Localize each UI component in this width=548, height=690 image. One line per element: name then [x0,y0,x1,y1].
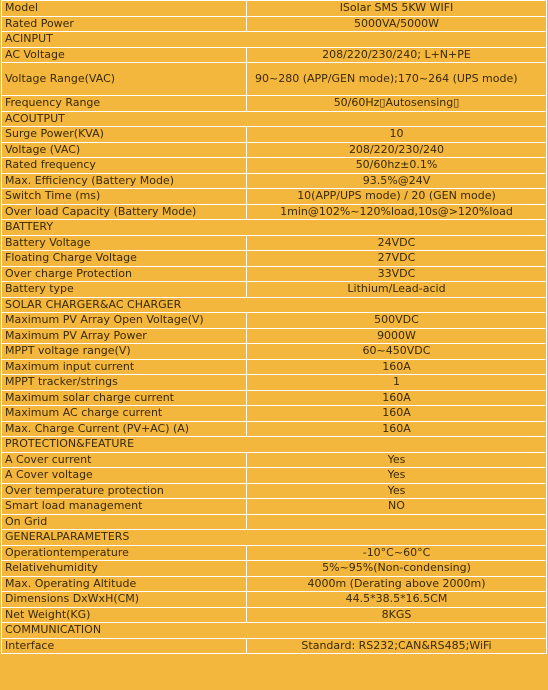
spec-value: 160A [247,359,547,375]
spec-label: A Cover current [2,452,247,468]
spec-label: A Cover voltage [2,468,247,484]
spec-label: MPPT tracker/strings [2,375,247,391]
spec-value: 208/220/230/240 [247,142,547,158]
spec-value: 160A [247,406,547,422]
spec-value: 60~450VDC [247,344,547,360]
spec-row [2,173,547,189]
spec-value: 24VDC [247,235,547,251]
spec-value: 160A [247,390,547,406]
section-title: ACINPUT [2,32,547,48]
spec-label: Max. Operating Altitude [2,576,247,592]
spec-value: 9000W [247,328,547,344]
spec-row [2,127,547,143]
spec-value: Standard: RS232;CAN&RS485;WiFi [247,638,547,654]
spec-label: Model [2,1,247,17]
spec-label: On Grid [2,514,247,530]
spec-value: 8KGS [247,607,547,623]
spec-row [2,483,547,499]
spec-label: Max. Efficiency (Battery Mode) [2,173,247,189]
spec-value: Yes [247,468,547,484]
spec-value: 44.5*38.5*16.5CM [247,592,547,608]
section-title: COMMUNICATION [2,623,547,639]
spec-row [2,607,547,623]
section-header-row [2,220,547,236]
spec-value: 5000VA/5000W [247,16,547,32]
section-title: ACOUTPUT [2,111,547,127]
spec-row [2,576,547,592]
spec-label: Maximum input current [2,359,247,375]
spec-label: Floating Charge Voltage [2,251,247,267]
spec-label: Over charge Protection [2,266,247,282]
spec-table-body [2,1,547,654]
spec-label: MPPT voltage range(V) [2,344,247,360]
spec-row [2,1,547,17]
spec-value: 90~280 (APP/GEN mode);170~264 (UPS mode) [247,63,547,96]
spec-row [2,16,547,32]
spec-row [2,499,547,515]
spec-label: Maximum AC charge current [2,406,247,422]
spec-value [247,514,547,530]
spec-label: Maximum PV Array Power [2,328,247,344]
spec-value: Yes [247,452,547,468]
section-header-row [2,32,547,48]
spec-row [2,561,547,577]
section-title: SOLAR CHARGER&AC CHARGER [2,297,547,313]
spec-row [2,266,547,282]
section-header-row [2,297,547,313]
spec-row [2,592,547,608]
spec-value: 27VDC [247,251,547,267]
section-title: PROTECTION&FEATURE [2,437,547,453]
spec-row [2,96,547,112]
spec-value: 10 [247,127,547,143]
spec-row [2,638,547,654]
spec-value: 500VDC [247,313,547,329]
spec-row [2,204,547,220]
spec-value: 93.5%@24V [247,173,547,189]
spec-row [2,375,547,391]
spec-row [2,344,547,360]
section-title: BATTERY [2,220,547,236]
spec-value: 10(APP/UPS mode) / 20 (GEN mode) [247,189,547,205]
spec-label: Dimensions DxWxH(CM) [2,592,247,608]
spec-value: 208/220/230/240; L+N+PE [247,47,547,63]
spec-label: Maximum PV Array Open Voltage(V) [2,313,247,329]
spec-label: Max. Charge Current (PV+AC) (A) [2,421,247,437]
spec-value: 50/60Hz▯Autosensing▯ [247,96,547,112]
spec-value: Yes [247,483,547,499]
spec-row [2,282,547,298]
spec-row [2,313,547,329]
spec-value: 160A [247,421,547,437]
spec-value: 1min@102%~120%load,10s@>120%load [247,204,547,220]
spec-row [2,390,547,406]
spec-row [2,406,547,422]
spec-label: AC Voltage [2,47,247,63]
spec-row [2,251,547,267]
spec-row [2,63,547,96]
spec-table [1,0,547,654]
spec-value: -10°C~60°C [247,545,547,561]
spec-label: Rated frequency [2,158,247,174]
section-header-row [2,530,547,546]
spec-label: Frequency Range [2,96,247,112]
spec-label: Over temperature protection [2,483,247,499]
spec-value: 1 [247,375,547,391]
spec-value: ISolar SMS 5KW WIFI [247,1,547,17]
spec-row [2,421,547,437]
spec-label: Over load Capacity (Battery Mode) [2,204,247,220]
spec-row [2,328,547,344]
section-title: GENERALPARAMETERS [2,530,547,546]
spec-label: Voltage (VAC) [2,142,247,158]
spec-value: 4000m (Derating above 2000m) [247,576,547,592]
spec-row [2,158,547,174]
spec-label: Battery type [2,282,247,298]
spec-row [2,359,547,375]
spec-row [2,514,547,530]
spec-label: Switch Time (ms) [2,189,247,205]
spec-label: Rated Power [2,16,247,32]
spec-row [2,235,547,251]
spec-value: 33VDC [247,266,547,282]
spec-label: Battery Voltage [2,235,247,251]
section-header-row [2,623,547,639]
spec-row [2,452,547,468]
spec-label: Interface [2,638,247,654]
spec-label: Relativehumidity [2,561,247,577]
spec-row [2,189,547,205]
spec-value: Lithium/Lead-acid [247,282,547,298]
spec-value: 50/60hz±0.1% [247,158,547,174]
spec-row [2,468,547,484]
section-header-row [2,437,547,453]
spec-label: Surge Power(KVA) [2,127,247,143]
spec-label: Voltage Range(VAC) [2,63,247,96]
spec-value: NO [247,499,547,515]
spec-value: 5%~95%(Non-condensing) [247,561,547,577]
spec-label: Smart load management [2,499,247,515]
spec-label: Operationtemperature [2,545,247,561]
spec-label: Maximum solar charge current [2,390,247,406]
spec-label: Net Weight(KG) [2,607,247,623]
spec-row [2,47,547,63]
spec-row [2,545,547,561]
section-header-row [2,111,547,127]
spec-row [2,142,547,158]
